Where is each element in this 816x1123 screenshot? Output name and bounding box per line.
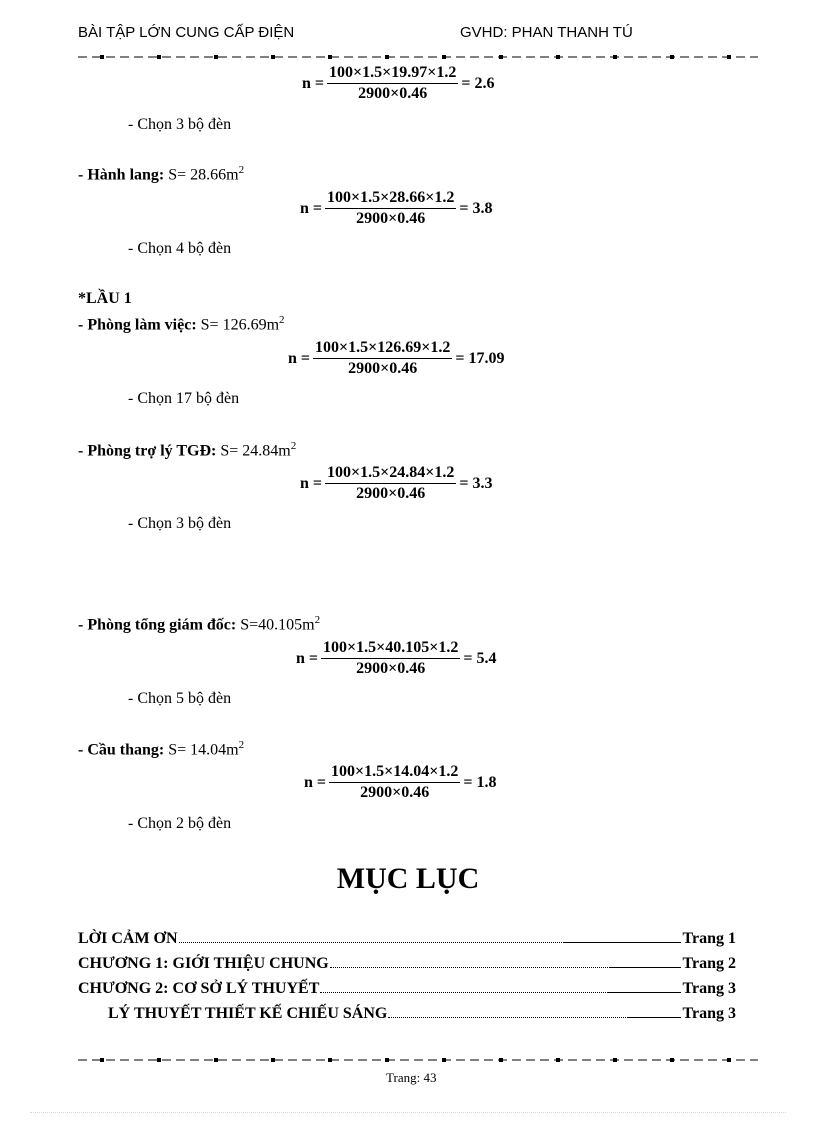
choice-text: - Chọn 17 bộ đèn (128, 390, 240, 407)
header-separator (78, 52, 758, 62)
room-area: S= 28.66m (164, 166, 239, 184)
toc-entry[interactable] (78, 930, 736, 948)
formula-numerator: 100×1.5×126.69×1.2 (313, 339, 452, 359)
formula-prefix: n = (304, 773, 327, 791)
page-bottom-edge (30, 1112, 786, 1113)
toc-entry[interactable] (78, 980, 736, 998)
formula-result: = 17.09 (455, 349, 505, 367)
formula-prefix: n = (302, 74, 325, 92)
room-director (78, 614, 320, 634)
toc-entry-label: LÝ THUYẾT THIẾT KẾ CHIẾU SÁNG (108, 1005, 388, 1022)
toc-leader-dots (330, 967, 608, 968)
toc-leader-line (607, 992, 681, 993)
choice-text: - Chọn 2 bộ đèn (128, 815, 232, 832)
toc-entry-label: CHƯƠNG 2: CƠ SỞ LÝ THUYẾT (78, 980, 320, 997)
room-assistant (78, 440, 296, 460)
room-name: - Phòng làm việc: (78, 316, 197, 334)
formula-numerator: 100×1.5×19.97×1.2 (327, 64, 458, 84)
unit-exponent: 2 (238, 739, 245, 751)
room-office (78, 314, 285, 334)
toc-entry-page: Trang 1 (682, 930, 736, 947)
room-area: S=40.105m (236, 616, 315, 634)
toc-leader-dots (388, 1017, 625, 1018)
formula-numerator: 100×1.5×14.04×1.2 (329, 763, 460, 783)
choice-text: - Chọn 3 bộ đèn (128, 116, 232, 133)
formula-prefix: n = (296, 649, 319, 667)
toc-leader-dots (320, 992, 605, 993)
toc-title: MỤC LỤC (336, 862, 480, 895)
choice-text: - Chọn 4 bộ đèn (128, 240, 232, 257)
formula-numerator: 100×1.5×28.66×1.2 (325, 189, 456, 209)
formula-5 (296, 639, 497, 678)
room-area: S= 126.69m (196, 316, 280, 334)
room-name: - Phòng tổng giám đốc: (78, 616, 237, 634)
header-instructor: GVHD: PHAN THANH TÚ (460, 24, 633, 41)
formula-denominator: 2900×0.46 (348, 360, 418, 377)
toc-leader-line (563, 942, 681, 943)
room-name: - Cầu thang: (78, 741, 165, 759)
formula-denominator: 2900×0.46 (356, 660, 426, 677)
room-name: - Phòng trợ lý TGĐ: (78, 442, 217, 460)
toc-entry[interactable] (108, 1005, 736, 1023)
formula-3 (288, 339, 505, 378)
room-hallway (78, 164, 244, 184)
formula-prefix: n = (288, 349, 311, 367)
unit-exponent: 2 (238, 164, 245, 176)
room-area: S= 14.04m (164, 741, 239, 759)
toc-entry-page: Trang 2 (682, 955, 736, 972)
choice-text: - Chọn 3 bộ đèn (128, 515, 232, 532)
floor-heading: *LẦU 1 (78, 290, 132, 307)
unit-exponent: 2 (290, 440, 297, 452)
toc-leader-line (609, 967, 681, 968)
formula-result: = 1.8 (463, 773, 497, 791)
formula-denominator: 2900×0.46 (360, 784, 430, 801)
formula-numerator: 100×1.5×24.84×1.2 (325, 464, 456, 484)
header-left-title: BÀI TẬP LỚN CUNG CẤP ĐIỆN (78, 24, 295, 41)
formula-result: = 2.6 (461, 74, 495, 92)
footer-separator (78, 1055, 758, 1065)
formula-result: = 3.3 (459, 474, 493, 492)
page-number: Trang: 43 (386, 1070, 437, 1085)
toc-entry-label: LỜI CẢM ƠN (78, 930, 178, 947)
formula-numerator: 100×1.5×40.105×1.2 (321, 639, 460, 659)
formula-result: = 5.4 (463, 649, 497, 667)
toc-entry-page: Trang 3 (682, 1005, 736, 1022)
formula-prefix: n = (300, 199, 323, 217)
room-name: - Hành lang: (78, 166, 165, 184)
toc-leader-dots (179, 942, 562, 943)
toc-entry-page: Trang 3 (682, 980, 736, 997)
toc-entry[interactable] (78, 955, 736, 973)
formula-denominator: 2900×0.46 (358, 85, 428, 102)
formula-result: = 3.8 (459, 199, 493, 217)
room-area: S= 24.84m (216, 442, 291, 460)
formula-2 (300, 189, 493, 228)
unit-exponent: 2 (279, 314, 285, 326)
formula-denominator: 2900×0.46 (356, 210, 426, 227)
formula-1 (302, 64, 495, 103)
unit-exponent: 2 (314, 614, 321, 626)
toc-leader-line (627, 1017, 681, 1018)
formula-6 (304, 763, 497, 802)
formula-denominator: 2900×0.46 (356, 485, 426, 502)
room-stairs (78, 739, 244, 759)
formula-4 (300, 464, 493, 503)
formula-prefix: n = (300, 474, 323, 492)
choice-text: - Chọn 5 bộ đèn (128, 690, 232, 707)
toc-entry-label: CHƯƠNG 1: GIỚI THIỆU CHUNG (78, 955, 329, 972)
